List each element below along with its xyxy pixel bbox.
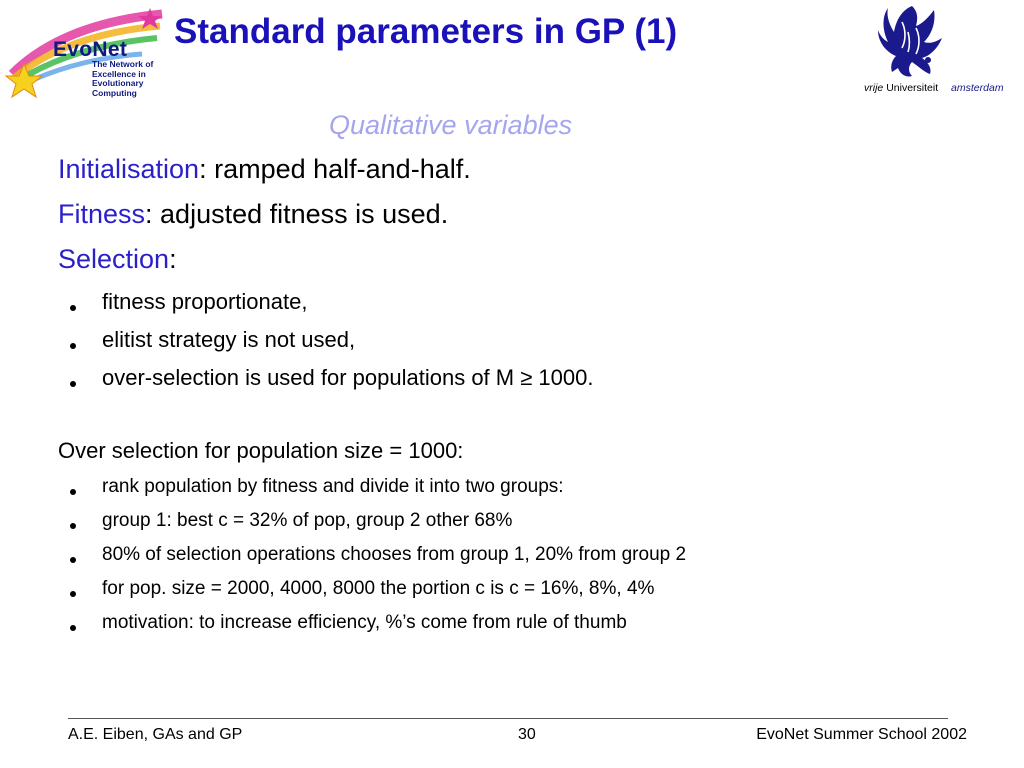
param-value: : (169, 244, 177, 274)
list-item-text: 80% of selection operations chooses from group 1, 20% from group 2 (102, 544, 687, 565)
param-selection (58, 244, 177, 275)
bullet-dot-icon (70, 305, 76, 311)
footer-author: A.E. Eiben, GAs and GP (68, 726, 243, 743)
vu-griffin-logo-icon (872, 2, 954, 80)
list-item-text: elitist strategy is not used, (102, 327, 356, 352)
evonet-tagline-line: Evolutionary (92, 78, 144, 89)
vu-wordmark-amsterdam: amsterdam (951, 82, 1004, 94)
bullet-dot-icon (70, 523, 76, 529)
list-item-text: rank population by fitness and divide it into two groups: (102, 476, 564, 497)
evonet-name: EvoNet (53, 38, 128, 61)
param-key: Fitness (58, 199, 146, 229)
list-item-text: fitness proportionate, (102, 289, 308, 314)
param-key: Initialisation (58, 154, 200, 184)
bullet-dot-icon (70, 625, 76, 631)
param-key: Selection (58, 244, 170, 274)
footer-divider (68, 718, 948, 719)
param-initialisation (58, 154, 471, 185)
footer-event: EvoNet Summer School 2002 (756, 726, 967, 743)
param-value: : adjusted fitness is used. (145, 199, 449, 229)
param-fitness (58, 199, 448, 230)
list-item-text: group 1: best c = 32% of pop, group 2 other 68% (102, 510, 513, 531)
evonet-tagline-line: The Network of (92, 59, 154, 69)
evonet-tagline-line: Computing (92, 87, 137, 98)
list-item-text: for pop. size = 2000, 4000, 8000 the portion c is c = 16%, 8%, 4% (102, 578, 655, 599)
bullet-dot-icon (70, 591, 76, 597)
over-selection-heading: Over selection for population size = 1000: (58, 438, 464, 463)
evonet-tagline (92, 60, 172, 98)
slide-title: Standard parameters in GP (1) (174, 12, 678, 51)
section-subtitle: Qualitative variables (329, 110, 573, 140)
bullet-dot-icon (70, 489, 76, 495)
vu-wordmark (864, 82, 1004, 94)
vu-wordmark-universiteit: Universiteit (886, 82, 939, 94)
evonet-tagline-line: Excellence in (92, 68, 146, 79)
bullet-dot-icon (70, 343, 76, 349)
param-value: : ramped half-and-half. (199, 154, 471, 184)
bullet-dot-icon (70, 381, 76, 387)
vu-wordmark-vrije: vrije (864, 82, 884, 94)
list-item-text: over-selection is used for populations of M ≥ 1000. (102, 365, 594, 390)
bullet-dot-icon (70, 557, 76, 563)
page-number: 30 (518, 726, 536, 743)
list-item-text: motivation: to increase efficiency, %’s come from rule of thumb (102, 612, 627, 633)
